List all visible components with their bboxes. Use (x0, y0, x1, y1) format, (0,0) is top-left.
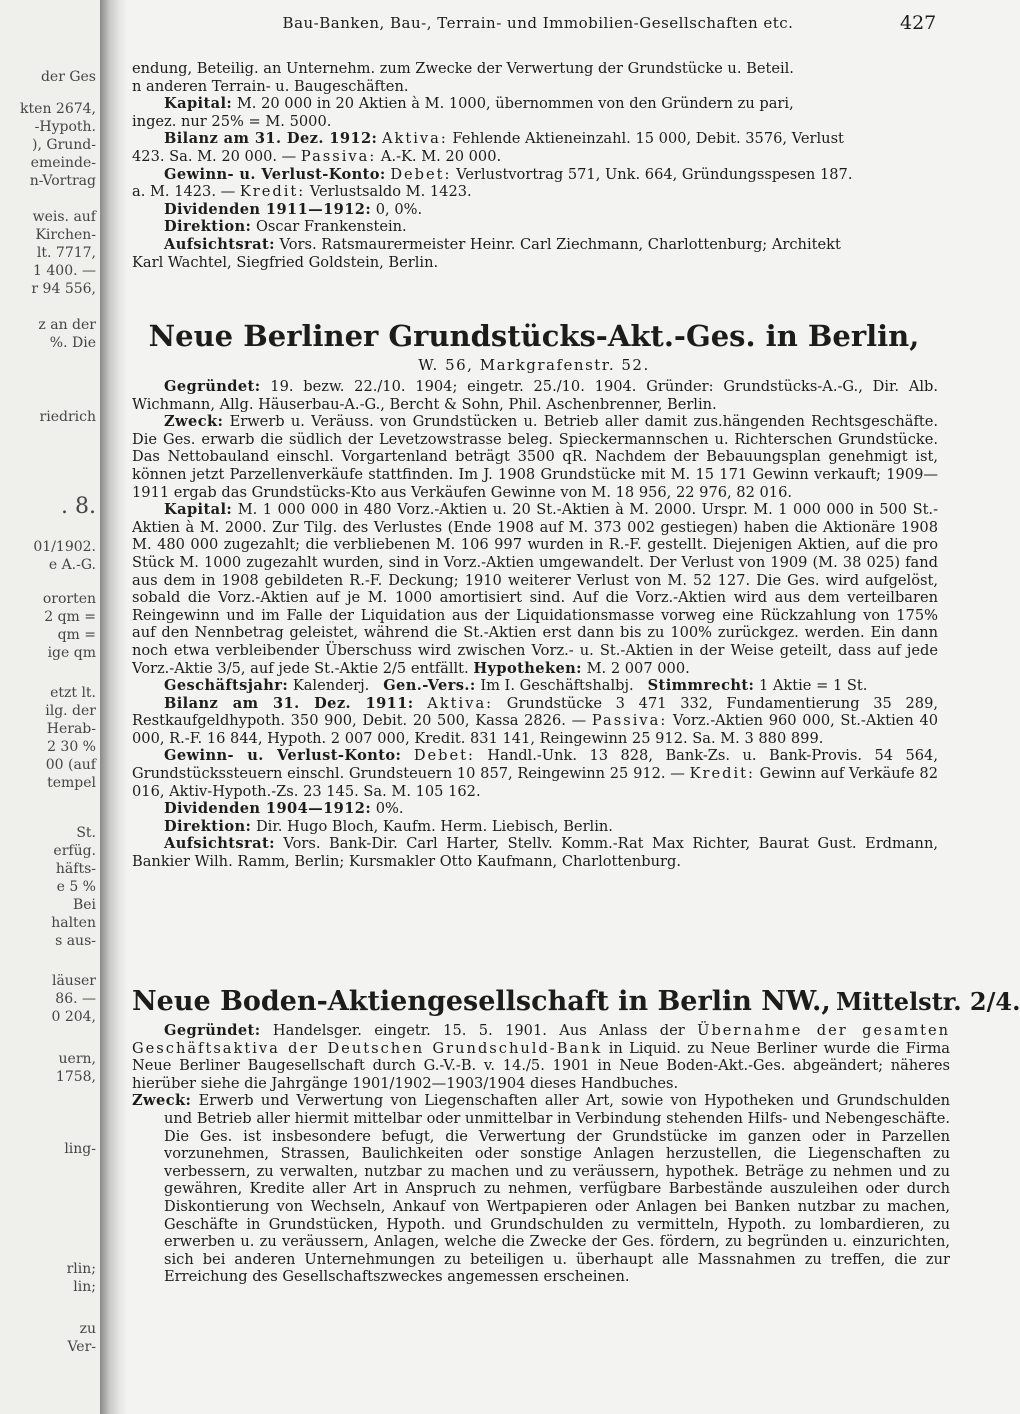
entry2-title: Neue Boden-Aktiengesellschaft in Berlin NW., (132, 986, 831, 1017)
left-page-fragment: 2 qm = (44, 609, 96, 625)
left-page-fragment: 1 400. — (33, 263, 96, 279)
left-page-fragment: ilg. der (45, 703, 96, 719)
prev-dividenden-text: 0, 0%. (375, 200, 423, 218)
prev-kredit-label: Kredit: (239, 183, 306, 201)
left-page-fragment: kten 2674, (20, 101, 96, 117)
prev-bilanz-text: Fehlende Aktieneinzahl. 15 000, Debit. 3576, Verlust (452, 130, 844, 148)
prev-bilanz-l2a: 423. Sa. M. 20 000. — (132, 147, 297, 165)
prev-bilanz-label: Bilanz am 31. Dez. 1912: (164, 130, 378, 148)
left-page-fragment: ), Grund- (32, 137, 96, 153)
entry1-hypotheken-text: M. 2 007 000. (586, 659, 690, 677)
page (128, 0, 1020, 1414)
entry1-kapital-text: M. 1 000 000 in 480 Vorz.-Aktien u. 20 St.-Aktien à M. 2000. Urspr. M. 1 000 000 in 500 St.-Aktien à M. 2000. Zur Tilg. des Verlustes (Ende 1908 auf M. 373 002 gestiegen) haben die Aktionäre 1908 M. 480 000 zugezahlt; die verbliebenen M. 106 997 wurden in R.-F. gestellt. Diejenigen Aktien, auf die pro Stück M. 1000 zugezahlt wurden, sind in Vorz.-Aktien umgewandelt. Der Verlust von 1909 (M. 38 025) fand aus dem in 1908 gebildeten R.-F. Deckung; 1910 weiterer Verlust von M. 52 127. Die Ges. wird aufgelöst, sobald die Vorz.-Aktien auf je M. 1000 amortisiert sind. Auf die Vorz.-Aktien wird aus dem verteilbaren Reingewinn und im Falle der Liquidation aus der Liquidationsmasse vorweg eine Rückzahlung von 175% auf den Nennbetrag geleistet, während die St.-Aktien erst dann bis zu 100% zurückgez. werden. Ein dann noch etwa verbleibender Überschuss wird zwischen Vorz.- u. St.-Aktien in der Weise geteilt, dass auf jede Vorz.-Aktie 3/5, auf jede St.-Aktie 2/5 entfällt. (132, 501, 939, 677)
previous-page-edge (0, 0, 100, 1414)
entry1-guv-label: Gewinn- u. Verlust-Konto: (164, 747, 402, 765)
entry1-dividenden-label: Dividenden 1904—1912: (164, 800, 372, 818)
entry1-gegruendet-text: 19. bezw. 22./10. 1904; eingetr. 25./10. 1904. Gründer: Grundstücks-A.-G., Dir. Alb. Wichmann, Allg. Häuserbau-A.-G., Bercht & Sohn, Phil. Aschenbrenner, Berlin. (132, 378, 939, 413)
entry1-bilanz-label: Bilanz am 31. Dez. 1911: (164, 694, 414, 712)
left-page-fragment: lt. 7717, (36, 245, 96, 261)
prev-line: n anderen Terrain- u. Baugeschäften. (132, 77, 409, 95)
left-page-fragment: 2 30 % (47, 739, 96, 755)
previous-entry (132, 60, 936, 271)
entry1-direktion-label: Direktion: (164, 817, 252, 835)
prev-direktion-text: Oscar Frankenstein. (255, 218, 407, 236)
left-page-fragment: Ver- (67, 1339, 96, 1355)
left-page-fragment: tempel (47, 775, 96, 791)
entry2-zweck-label: Zweck: (132, 1092, 192, 1110)
entry2-heading (132, 986, 1020, 1018)
entry1-guv-debet-text: Handl.-Unk. 13 828, Bank-Zs. u. Bank-Provis. 54 564, Grundstückssteuern einschl. Grundsteuern 10 857, Reingewinn 25 912. — (132, 747, 938, 783)
left-page-fragment: 1758, (55, 1069, 96, 1085)
left-page-fragment: 01/1902. (33, 539, 96, 555)
entry1-genvers-text: Im I. Geschäftshalbj. (480, 677, 634, 695)
prev-kapital-label: Kapital: (164, 95, 233, 113)
prev-bilanz-l2b: A.-K. M. 20 000. (380, 147, 502, 165)
left-page-fragment: z an der (38, 317, 96, 333)
prev-line: endung, Beteilig. an Unternehm. zum Zwecke der Verwertung der Grundstücke u. Beteil. (132, 60, 794, 77)
left-page-fragment: e 5 % (56, 879, 96, 895)
running-head: Bau-Banken, Bau-, Terrain- und Immobilien-Gesellschaften etc. (282, 14, 794, 32)
entry1-kredit-label: Kredit: (689, 765, 755, 783)
left-page-fragment: St. (76, 825, 96, 841)
left-page-fragment: rlin; (66, 1261, 96, 1277)
book-gutter (100, 0, 128, 1414)
entry1-gegruendet-label: Gegründet: (164, 378, 261, 395)
entry1-stimmrecht-label: Stimmrecht: (647, 677, 755, 695)
entry1-geschaeftsjahr-text: Kalenderj. (292, 677, 370, 695)
prev-dividenden-label: Dividenden 1911—1912: (164, 200, 372, 218)
entry2-gegruendet-label: Gegründet: (164, 1022, 261, 1039)
left-page-fragment: erfüg. (53, 843, 96, 859)
prev-gv-text: Verlustvortrag 571, Unk. 664, Gründungsspesen 187. (456, 165, 853, 183)
entry2-zweck-text: Erwerb und Verwertung von Liegenschaften aller Art, sowie von Hypotheken und Grundschulden und Betrieb aller hiermit mittelbar oder unmittelbar in Verbindung stehenden Hilfs- und Nebengeschäfte. Die Ges. ist insbesondere befugt, die Verwertung der Grundstücke im ganzen oder in Parzellen vorzunehmen, Strassen, Baulichkeiten oder sonstige Anlagen herzustellen, die Liegenschaften zu verbessern, zu verwalten, nutzbar zu machen und zu veräussern, hypothek. Beträge zu nehmen und zu gewähren, Kredite aller Art in Anspruch zu nehmen, verfügbare Barbestände auszuleihen oder durch Diskontierung von Wechseln, Ankauf von Wertpapieren oder Anlagen bei Banken nutzbar zu machen, Geschäfte in Grundstücken, Hypoth. und Grundschulden zu vermitteln, Hypoth. zu lombardieren, zu erwerben u. zu veräussern, Anlagen, welche die Zwecke der Ges. fördern, zu begründen u. einzurichten, sich bei anderen Unternehmungen zu beteiligen u. überhaupt alle Massnahmen zu treffen, die zur Erreichung des Gesellschaftszweckes angemessen erscheinen. (164, 1092, 951, 1286)
entry1-aufsichtsrat-label: Aufsichtsrat: (164, 835, 275, 853)
left-page-fragment: ororten (42, 591, 96, 607)
left-page-fragment: Herab- (46, 721, 96, 737)
left-page-fragment: . 8. (61, 494, 96, 519)
entry2-gegruendet-text2: in Liquid. zu Neue Berliner wurde die Firma Neue Berliner Baugesellschaft durch G.-V.-B. v. 14./5. 1901 in Neue Boden-Akt.-Ges. abgeändert; näheres hierüber siehe die Jahrgänge 1901/1902—1903/1904 dieses Handbuches. (132, 1039, 950, 1092)
entry1-geschaeftsjahr-label: Geschäftsjahr: (164, 677, 289, 695)
entry1-hypotheken-label: Hypotheken: (473, 659, 582, 677)
prev-line: ingez. nur 25% = M. 5000. (132, 112, 332, 130)
entry1-dividenden-text: 0%. (375, 800, 404, 818)
entry1-zweck-text: Erwerb u. Veräuss. von Grundstücken u. Betrieb aller damit zus.hängenden Rechtsgeschäfte. Die Ges. erwarb die südlich der Levetzowstrasse beleg. Spieckermannschen u. Richterschen Grundstücke. Das Nettobauland einschl. Vorgartenland beträgt 3500 qR. Nachdem der Bebauungsplan genehmigt ist, können jetzt Parzellenverkäufe stattfinden. Im J. 1908 Grundstücke mit M. 15 171 Gewinn verkauft; 1909—1911 ergab das Grundstücks-Kto aus Verkäufen Gewinne von M. 18 956, 22 976, 82 016. (132, 413, 939, 501)
prev-aufsichtsrat-label: Aufsichtsrat: (164, 235, 275, 253)
left-page-fragment: -Hypoth. (34, 119, 96, 135)
left-page-fragment: Bei (72, 897, 96, 913)
entry2-gegruendet-spaced: Übernahme der gesamten Geschäftsaktiva der Deutschen Grundschuld-Bank (132, 1022, 951, 1057)
prev-debet-label: Debet: (390, 165, 452, 183)
page-number: 427 (900, 12, 937, 34)
left-page-fragment: 86. — (55, 991, 96, 1007)
left-page-fragment: lin; (73, 1279, 96, 1295)
entry1-direktion-text: Dir. Hugo Bloch, Kaufm. Herm. Liebisch, Berlin. (255, 817, 613, 835)
entry2-body (132, 1022, 950, 1286)
entry1-aufsichtsrat-text: Vors. Bank-Dir. Carl Harter, Stellv. Komm.-Rat Max Richter, Baurat Gust. Erdmann, Bankier Wilh. Ramm, Berlin; Kursmakler Otto Kaufmann, Charlottenburg. (132, 835, 938, 871)
left-page-fragment: der Ges (40, 69, 96, 85)
left-page-fragment: uern, (58, 1051, 96, 1067)
entry1-zweck-label: Zweck: (164, 413, 224, 431)
left-page-fragment: weis. auf (32, 209, 96, 225)
left-page-fragment: n-Vortrag (29, 173, 96, 189)
prev-aktiva-label: Aktiva: (381, 130, 448, 148)
entry1-genvers-label: Gen.-Vers.: (383, 677, 476, 695)
prev-gv-label: Gewinn- u. Verlust-Konto: (164, 165, 386, 183)
left-page-fragment: emeinde- (30, 155, 96, 171)
left-page-fragment: 0 204, (51, 1009, 96, 1025)
prev-gv-l2a: a. M. 1423. — (132, 183, 236, 201)
entry1-aktiva-label: Aktiva: (427, 694, 494, 712)
prev-kapital-text: M. 20 000 in 20 Aktien à M. 1000, übernommen von den Gründern zu pari, (236, 95, 794, 113)
entry1-passiva-label: Passiva: (591, 712, 668, 730)
left-page-fragment: riedrich (39, 409, 96, 425)
entry2-gegruendet-text: Handelsger. eingetr. 15. 5. 1901. Aus Anlass der (272, 1022, 685, 1039)
left-page-fragment: r 94 556, (31, 281, 96, 297)
entry1-bilanz-aktiva-text: Grundstücke 3 471 332, Fundamentierung 35 289, Restkaufgeldhypoth. 350 900, Debit. 20 500, Kassa 2826. — (132, 694, 939, 730)
entry1-bilanz-passiva-text: Vorz.-Aktien 960 000, St.-Aktien 40 000, R.-F. 16 844, Hypoth. 2 007 000, Kredit. 831 141, Reingewinn 25 912. Sa. M. 3 880 899. (132, 712, 939, 747)
prev-gv-l2b: Verlustsaldo M. 1423. (309, 183, 472, 201)
prev-passiva-label: Passiva: (300, 147, 377, 165)
prev-direktion-label: Direktion: (164, 218, 252, 236)
left-page-fragment: qm = (57, 627, 96, 643)
entry1-title: Neue Berliner Grundstücks-Akt.-Ges. in Berlin, (148, 319, 920, 353)
entry1-guv-kredit-text: Gewinn auf Verkäufe 82 016, Aktiv-Hypoth.-Zs. 23 145. Sa. M. 105 162. (132, 765, 938, 800)
left-page-fragment: e A.-G. (48, 557, 96, 573)
left-page-fragment: halten (51, 915, 96, 931)
prev-line: Karl Wachtel, Siegfried Goldstein, Berlin. (132, 253, 439, 271)
entry1-kapital-label: Kapital: (164, 501, 233, 519)
left-page-fragment: ige qm (47, 645, 96, 661)
entry1-body (132, 378, 938, 871)
left-page-fragment: s aus- (55, 933, 96, 949)
left-page-fragment: 00 (auf (45, 757, 96, 773)
prev-aufsichtsrat-text: Vors. Ratsmaurermeister Heinr. Carl Ziechmann, Charlottenburg; Architekt (279, 235, 841, 253)
entry1-address: W. 56, Markgrafenstr. 52. (418, 356, 650, 374)
left-page-fragment: etzt lt. (50, 685, 96, 701)
entry1-stimmrecht-text: 1 Aktie = 1 St. (758, 677, 868, 695)
entry2-address: Mittelstr. 2/4. (835, 987, 1020, 1016)
left-page-fragment: häfts- (55, 861, 96, 877)
entry1-debet-label: Debet: (413, 747, 475, 765)
left-page-fragment: %. Die (49, 335, 96, 351)
left-page-fragment: Kirchen- (35, 227, 96, 243)
left-page-fragment: zu (79, 1321, 96, 1337)
left-page-fragment: ling- (64, 1141, 96, 1157)
left-page-fragment: läuser (51, 973, 96, 989)
